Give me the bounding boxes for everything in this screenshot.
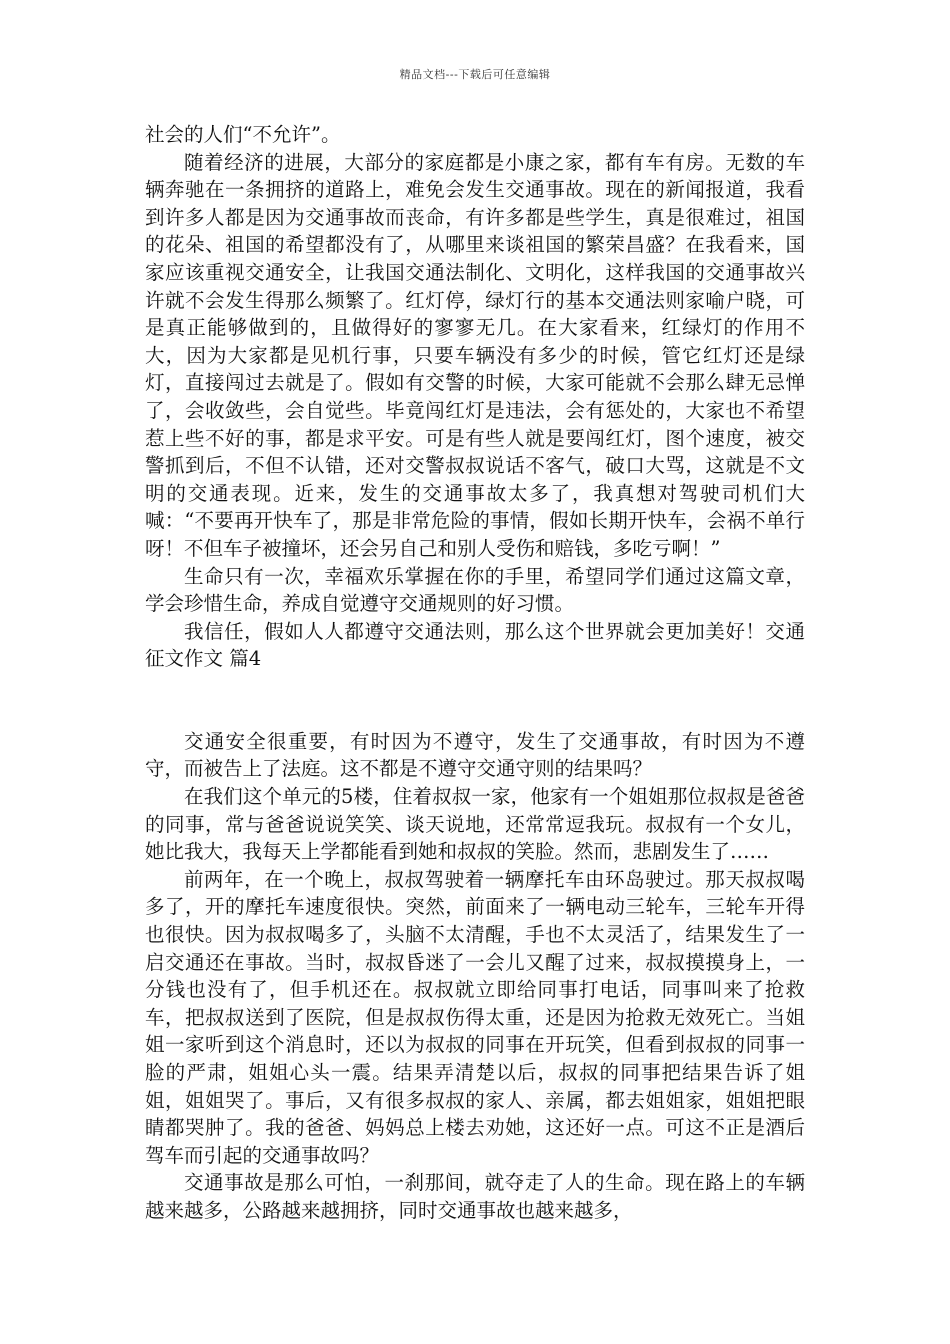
page-header: 精品文档---下载后可任意编辑 [399,68,551,81]
paragraph: 交通事故是那么可怕，一刹那间，就夺走了人的生命。现在路上的车辆越来越多，公路越来越拥挤，同时交通事故也越来越多， [145,1171,805,1222]
paragraph: 在我们这个单元的5楼，住着叔叔一家，他家有一个姐姐那位叔叔是爸爸的同事，常与爸爸说说笑笑、谈天说地，还常常逗我玩。叔叔有一个女儿，她比我大，我每天上学都能看到她和叔叔的笑脸。然而，悲剧发生了…… [145,785,805,864]
article-body [145,121,805,1225]
paragraph: 交通安全很重要，有时因为不遵守，发生了交通事故，有时因为不遵守，而被告上了法庭。这不都是不遵守交通守则的结果吗？ [145,729,805,781]
paragraph: 前两年，在一个晚上，叔叔驾驶着一辆摩托车由环岛驶过。那天叔叔喝多了，开的摩托车速度很快。突然，前面来了一辆电动三轮车，三轮车开得也很快。因为叔叔喝多了，头脑不太清醒，手也不太灵活了，结果发生了一启交通还在事故。当时，叔叔昏迷了一会儿又醒了过来，叔叔摸摸身上，一分钱也没有了，但手机还在。叔叔就立即给同事打电话，同事叫来了抢救车，把叔叔送到了医院，但是叔叔伤得太重，还是因为抢救无效死亡。当姐姐一家听到这个消息时，还以为叔叔的同事在开玩笑，但看到叔叔的同事一脸的严肃，姐姐心头一震。结果弄清楚以后，叔叔的同事把结果告诉了姐姐，姐姐哭了。事后，又有很多叔叔的家人、亲属，都去姐姐家，姐姐把眼睛都哭肿了。我的爸爸、妈妈总上楼去劝她，这还好一点。可这不正是酒后驾车而引起的交通事故吗？ [145,867,805,1167]
section-gap [145,673,805,728]
paragraph: 社会的人们“不允许”。 [145,123,341,146]
paragraph: 生命只有一次，幸福欢乐掌握在你的手里，希望同学们通过这篇文章，学会珍惜生命，养成自觉遵守交通规则的好习惯。 [145,564,805,616]
paragraph: 随着经济的进展，大部分的家庭都是小康之家，都有车有房。无数的车辆奔驰在一条拥挤的道路上，难免会发生交通事故。现在的新闻报道，我看到许多人都是因为交通事故而丧命，有许多都是些学生，真是很难过，祖国的花朵、祖国的希望都没有了，从哪里来谈祖国的繁荣昌盛？在我看来，国家应该重视交通安全，让我国交通法制化、文明化，这样我国的交通事故兴许就不会发生得那么频繁了。红灯停，绿灯行的基本交通法则家喻户晓，可是真正能够做到的，且做得好的寥寥无几。在大家看来，红绿灯的作用不大，因为大家都是见机行事，只要车辆没有多少的时候，管它红灯还是绿灯，直接闯过去就是了。假如有交警的时候，大家可能就不会那么肆无忌惮了，会收敛些，会自觉些。毕竟闯红灯是违法，会有惩处的，大家也不希望惹上些不好的事，都是求平安。可是有些人就是要闯红灯，图个速度，被交警抓到后，不但不认错，还对交警叔叔说话不客气，破口大骂，这就是不文明的交通表现。近来，发生的交通事故太多了，我真想对驾驶司机们大喊：“不要再开快车了，那是非常危险的事情，假如长期开快车，会祸不单行呀！不但车子被撞坏，还会另自己和别人受伤和赔钱，多吃亏啊！” [145,150,805,560]
paragraph: 我信任，假如人人都遵守交通法则，那么这个世界就会更加美好！交通征文作文 篇4 [145,619,805,671]
